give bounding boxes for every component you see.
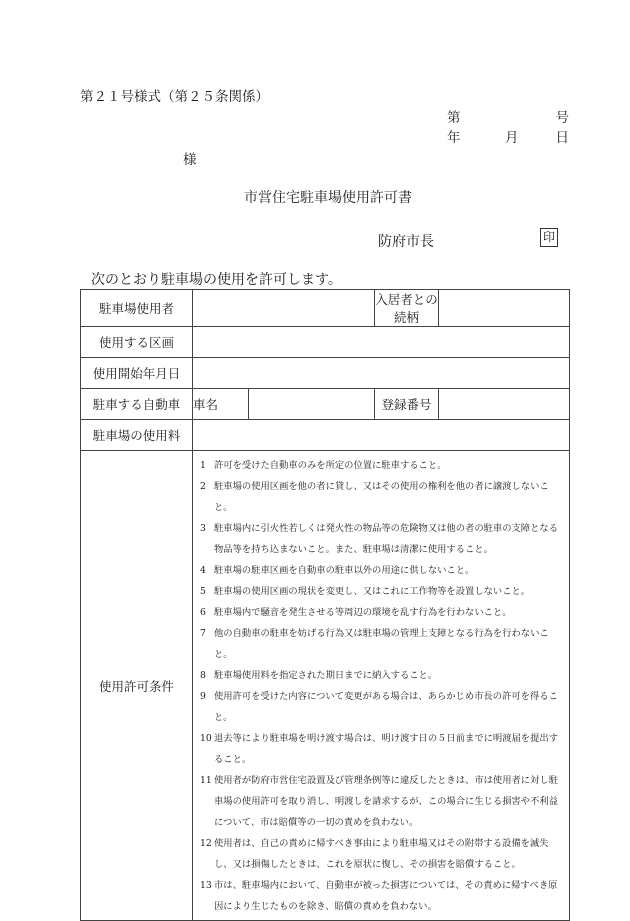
document-title: 市営住宅駐車場使用許可書	[244, 190, 412, 206]
condition-number: 6	[200, 607, 206, 618]
conditions-list	[193, 451, 569, 920]
fee-field[interactable]	[193, 420, 570, 451]
vehicle-label: 駐車する自動車	[81, 389, 193, 420]
condition-number: 2	[200, 481, 206, 492]
section-field[interactable]	[193, 327, 570, 358]
condition-text: 駐車場の使用区画を他の者に貸し、又はその使用の権利を他の者に譲渡しないこと。	[214, 481, 549, 513]
start-date-field[interactable]	[193, 358, 570, 389]
condition-item	[200, 728, 563, 770]
registration-field[interactable]	[439, 389, 570, 420]
row-user	[81, 290, 570, 327]
condition-number: 1	[200, 460, 206, 471]
condition-item	[200, 560, 563, 581]
condition-number: 10	[200, 733, 212, 744]
condition-item	[200, 833, 563, 875]
date-month: 月	[505, 130, 519, 146]
condition-item	[200, 455, 563, 476]
permit-table	[80, 289, 570, 921]
row-vehicle	[81, 389, 570, 420]
condition-item	[200, 518, 563, 560]
condition-text: 許可を受けた自動車のみを所定の位置に駐車すること。	[214, 460, 447, 471]
condition-number: 8	[200, 670, 206, 681]
condition-text: 使用者は、自己の責めに帰すべき事由により駐車場又はその附帯する設備を滅失し、又は損傷したときは、これを原状に復し、その損害を賠償すること。	[214, 838, 549, 870]
condition-number: 11	[200, 775, 212, 786]
condition-number: 13	[200, 880, 212, 891]
condition-text: 他の自動車の駐車を妨げる行為又は駐車場の管理上支障となる行為を行わないこと。	[214, 628, 549, 660]
form-number: 第２１号様式（第２５条関係）	[80, 89, 269, 105]
condition-item	[200, 623, 563, 665]
condition-text: 駐車場内に引火性若しくは発火性の物品等の危険物又は他の者の駐車の支障となる物品等を持ち込まないこと。また、駐車場は清潔に使用すること。	[214, 523, 558, 555]
issuer-name: 防府市長	[378, 234, 434, 250]
date-day: 日	[555, 130, 569, 146]
date-year: 年	[447, 130, 461, 146]
section-label: 使用する区画	[81, 327, 193, 358]
condition-item	[200, 875, 563, 917]
condition-number: 5	[200, 586, 206, 597]
condition-number: 3	[200, 523, 206, 534]
condition-text: 使用者が防府市営住宅設置及び管理条例等に違反したときは、市は使用者に対し駐車場の使用許可を取り消し、明渡しを請求するが、この場合に生じる損害や不利益について、市は賠償等の一切の責めを負わない。	[214, 775, 558, 828]
condition-item	[200, 581, 563, 602]
seal-mark: 印	[540, 228, 558, 247]
condition-item	[200, 602, 563, 623]
number-suffix: 号	[555, 110, 569, 126]
condition-item	[200, 686, 563, 728]
condition-item	[200, 770, 563, 833]
condition-text: 退去等により駐車場を明け渡す場合は、明け渡す日の５日前までに明渡届を提出すること。	[214, 733, 558, 765]
lead-sentence: 次のとおり駐車場の使用を許可します。	[91, 272, 342, 288]
fee-label: 駐車場の使用料	[81, 420, 193, 451]
relation-label: 入居者との続柄	[375, 290, 439, 327]
registration-label: 登録番号	[375, 389, 439, 420]
conditions-cell	[193, 451, 570, 921]
condition-text: 駐車場の使用区画の現状を変更し、又はこれに工作物等を設置しないこと。	[214, 586, 531, 597]
condition-text: 市は、駐車場内において、自動車が被った損害については、その責めに帰すべき原因により生じたものを除き、賠償の責めを負わない。	[214, 880, 558, 912]
conditions-label: 使用許可条件	[81, 451, 193, 921]
condition-number: 9	[200, 691, 206, 702]
addressee-honorific: 様	[183, 152, 197, 168]
condition-text: 駐車場使用料を指定された期日までに納入すること。	[214, 670, 438, 681]
condition-number: 4	[200, 565, 206, 576]
condition-item	[200, 476, 563, 518]
row-section	[81, 327, 570, 358]
row-start-date	[81, 358, 570, 389]
condition-number: 12	[200, 838, 212, 849]
start-date-label: 使用開始年月日	[81, 358, 193, 389]
number-prefix: 第	[447, 110, 461, 126]
condition-text: 駐車場内で騒音を発生させる等周辺の環境を乱す行為を行わないこと。	[214, 607, 512, 618]
user-field[interactable]	[193, 290, 375, 327]
condition-text: 使用許可を受けた内容について変更がある場合は、あらかじめ市長の許可を得ること。	[214, 691, 558, 723]
row-fee	[81, 420, 570, 451]
user-label: 駐車場使用者	[81, 290, 193, 327]
car-name-label: 車名	[193, 389, 249, 420]
car-name-field[interactable]	[249, 389, 375, 420]
condition-item	[200, 665, 563, 686]
condition-number: 7	[200, 628, 206, 639]
condition-text: 駐車場の駐車区画を自動車の駐車以外の用途に供しないこと。	[214, 565, 475, 576]
row-conditions	[81, 451, 570, 921]
relation-field[interactable]	[439, 290, 570, 327]
